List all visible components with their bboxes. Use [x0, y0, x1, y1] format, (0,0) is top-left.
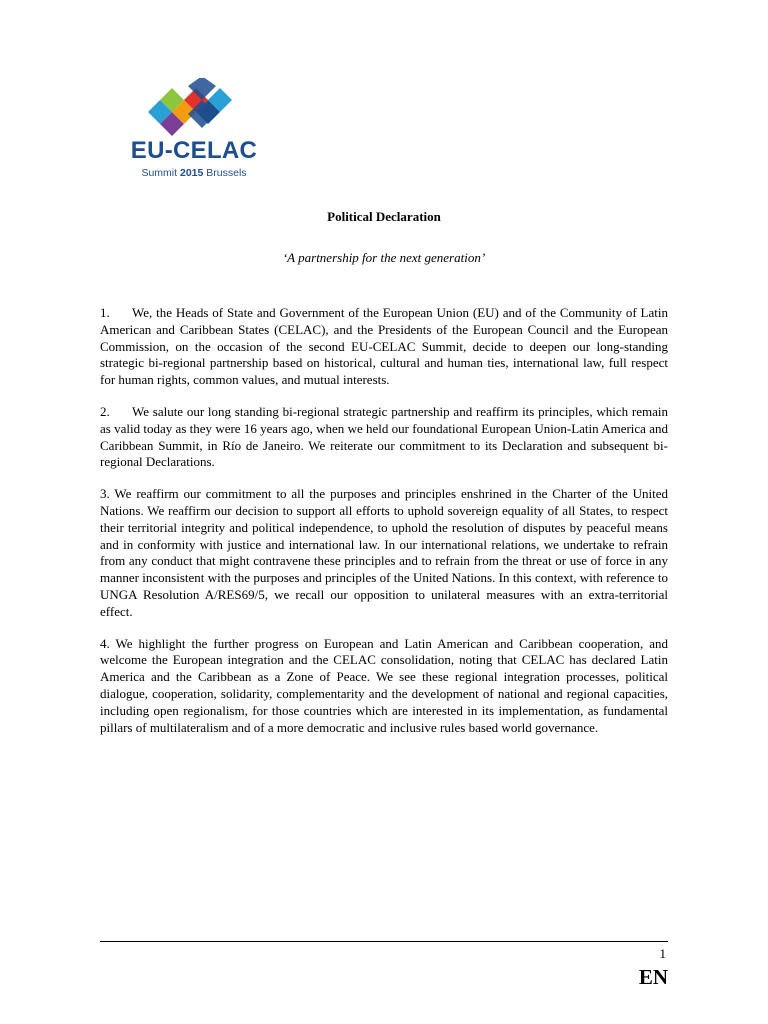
paragraph-number: 1. — [100, 305, 110, 320]
paragraph-2 — [100, 404, 668, 471]
logo-city: Brussels — [206, 167, 247, 179]
paragraph-3 — [100, 486, 668, 620]
paragraph-1 — [100, 305, 668, 389]
footer-divider — [100, 941, 668, 942]
paragraph-text: We salute our long standing bi-regional strategic partnership and reaffirm its principles, which remain as valid today as they were 16 years ago, when we held our foundational European Union-Latin America and Caribbean Summit, in Río de Janeiro. We reiterate our commitment to its Declaration and subsequent bi-regional Declarations. — [100, 403, 668, 470]
language-code: EN — [638, 965, 668, 989]
logo-summit-label: Summit — [141, 167, 178, 179]
paragraph-number: 2. — [100, 403, 110, 419]
logo-title: EU-CELAC — [130, 137, 258, 164]
logo-subtitle — [128, 167, 260, 179]
page-title: Political Declaration — [327, 209, 441, 224]
paragraph-text: We, the Heads of State and Government of the European Union (EU) and of the Community of Latin American and Caribbean States (CELAC), and the Presidents of the European Council and the European Commission, on the occasion of the second EU-CELAC Summit, decide to deepen our long-standing strategic bi-regional partnership based on historical, cultural and human ties, international law, full respect for human rights, common values, and mutual interests. — [100, 305, 668, 388]
paragraph-number: 3. — [100, 486, 110, 502]
declaration-body — [100, 305, 668, 751]
page-subtitle: ‘A partnership for the next generation’ — [282, 250, 486, 265]
paragraph-number: 4. — [100, 635, 110, 651]
logo-mark-icon — [128, 78, 260, 140]
page-number: 1 — [659, 946, 666, 961]
paragraph-4 — [100, 636, 668, 737]
eu-celac-logo — [128, 78, 260, 183]
paragraph-text: We reaffirm our commitment to all the purposes and principles enshrined in the Charter of the United Nations. We reaffirm our decision to support all efforts to uphold sovereign equality of all States, to respect their territorial integrity and political independence, to uphold the resolution of disputes by peaceful means and in conformity with justice and international law. In our international relations, we undertake to refrain from any conduct that might contravene these principles and to refrain from the threat or use of force in any manner inconsistent with the purposes and principles of the United Nations. In this context, with reference to UNGA Resolution A/RES69/5, we recall our opposition to unilateral measures with an extra-territorial effect. — [100, 486, 669, 619]
paragraph-text: We highlight the further progress on European and Latin American and Caribbean cooperation, and welcome the European integration and the CELAC consolidation, noting that CELAC has declared Latin America and the Caribbean as a Zone of Peace. We see these regional integration processes, political dialogue, cooperation, solidarity, complementarity and the development of national and regional capacities, including open regionalism, for those countries which are interested in its implementation, as fundamental pillars of multilateralism and of a more democratic and inclusive rules based world governance. — [100, 635, 668, 735]
logo-year: 2015 — [179, 167, 204, 179]
